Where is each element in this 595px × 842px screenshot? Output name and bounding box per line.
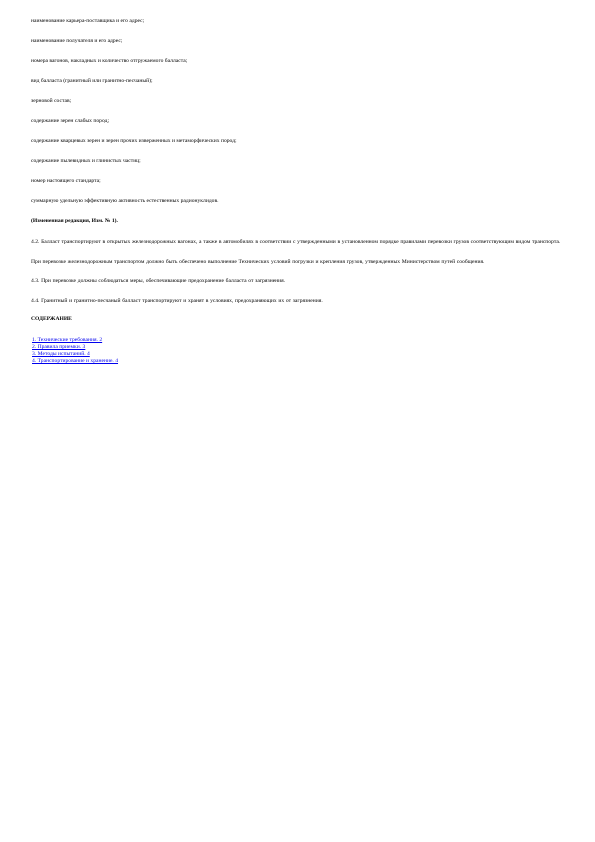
- field-line: номера вагонов, накладных и количество отгружаемого балласта;: [31, 58, 188, 64]
- amendment-note: (Измененная редакция, Изм. № 1).: [31, 218, 118, 224]
- table-of-contents: [31, 337, 571, 365]
- contents-heading: СОДЕРЖАНИЕ: [31, 316, 72, 323]
- field-line: содержание кварцевых зерен и зерен прочих изверженных и метаморфических пород;: [31, 138, 237, 144]
- section-4-2-continuation: При перевозке железнодорожным транспортом должно быть обеспечено выполнение Технических условий погрузки и крепления грузов, утвержденных Министерством путей сообщения.: [31, 258, 485, 265]
- field-line: содержание зерен слабых пород;: [31, 118, 110, 124]
- toc-link-1[interactable]: 1. Технические требования. 2: [32, 337, 103, 344]
- toc-item: [32, 358, 571, 365]
- field-line: содержание пылевидных и глинистых частиц;: [31, 158, 141, 164]
- field-line: суммарную удельную эффективную активность естественных радионуклидов.: [31, 198, 219, 204]
- section-4-3: 4.3. При перевозке должны соблюдаться меры, обеспечивающие предохранение балласта от загрязнения.: [31, 278, 286, 285]
- section-4-4: 4.4. Гранитный и гранитно-песчаный балласт транспортируют и хранят в условиях, предохраняющих их от загрязнения.: [31, 297, 323, 304]
- toc-item: [32, 344, 571, 351]
- field-line: наименование карьера-поставщика и его адрес;: [31, 18, 145, 24]
- toc-link-3[interactable]: 3. Методы испытаний. 4: [32, 351, 90, 358]
- toc-item: [32, 337, 571, 344]
- document-page: [31, 18, 571, 365]
- field-line: номер настоящего стандарта;: [31, 178, 101, 184]
- toc-item: [32, 351, 571, 358]
- field-line: зерновой состав;: [31, 98, 72, 104]
- toc-link-4[interactable]: 4. Транспортирование и хранение. 4: [32, 358, 119, 365]
- toc-link-2[interactable]: 2. Правила приемки. 3: [32, 344, 86, 351]
- field-line: вид балласта (гранитный или гранитно-песчаный);: [31, 78, 153, 84]
- section-4-2: 4.2. Балласт транспортируют в открытых железнодорожных вагонах, а также в автомобилях в соответствии с утвержденными в установленном порядке правилами перевозки грузов соответствующим видом транспорта.: [31, 239, 561, 245]
- field-line: наименование получателя и его адрес;: [31, 38, 123, 44]
